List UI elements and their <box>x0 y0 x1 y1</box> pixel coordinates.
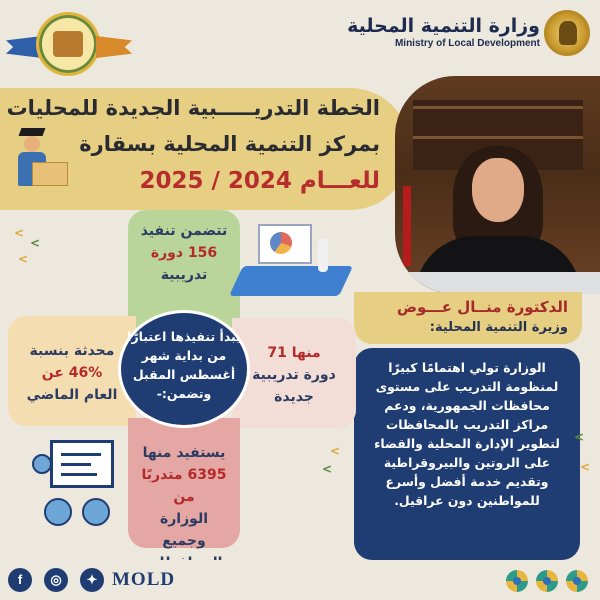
minister-role: وزيرة التنمية المحلية: <box>429 320 568 335</box>
petal-updated-line-1: محدثة بنسبة <box>29 343 115 359</box>
petal-new-line-3: جديدة <box>274 389 314 405</box>
graduate-head <box>24 136 40 152</box>
petal-trainees-line-3: الوزارة وجميع <box>159 511 208 549</box>
petal-updated <box>8 316 136 426</box>
petal-trainees-line-1: يستفيد منها <box>142 445 226 461</box>
footer <box>0 560 600 600</box>
minister-name-box <box>354 292 582 344</box>
photo-desk <box>395 272 600 294</box>
footer-brand: MOLD <box>112 569 176 590</box>
chevron-decoration-icon: < <box>574 430 585 444</box>
pie-chart-icon <box>270 232 292 254</box>
petal-courses-line-3: تدريبية <box>160 267 208 283</box>
presentation-illustration-icon <box>236 218 354 304</box>
title-line-2: بمركز التنمية المحلية بسقارة <box>79 132 380 156</box>
flower-decoration-icon <box>566 570 588 592</box>
egypt-eagle-emblem-icon <box>544 10 590 56</box>
title-year: للعـــام 2024 / 2025 <box>139 168 380 194</box>
petal-trainees <box>128 418 240 548</box>
center-circle: يبدأ تنفيذها اعتبارًا من بداية شهر أغسطس المقبل وتضمن:- <box>118 310 250 428</box>
petal-updated-percent: 46% عن <box>41 365 103 381</box>
teacher-icon <box>32 454 52 474</box>
chevron-decoration-icon: < <box>322 462 333 476</box>
minister-statement: الوزارة تولي اهتمامًا كبيرًا لمنظومة التدريب على مستوى محافظات الجمهورية، ودعم مراكز التدريب بالمحافظات لتطوير الإدارة المحلية والقضاء على الروتين والبيروقراطية وتقديم خدمة أفضل وأسرع للمواطنين دون عراقيل. <box>354 348 580 560</box>
presenter-figure <box>318 238 328 272</box>
flower-decoration-icon <box>536 570 558 592</box>
ministry-name-en: Ministry of Local Development <box>394 38 540 49</box>
graduate-illustration-icon <box>12 128 52 210</box>
chevron-decoration-icon: < <box>330 444 341 458</box>
chevron-decoration-icon: < <box>18 252 29 266</box>
illustration-platform <box>229 266 353 296</box>
teacher-students-icon <box>30 440 124 536</box>
title-line-1: الخطة التدريـــــبية الجديدة للمحليات <box>6 96 380 120</box>
graduate-sign <box>32 162 68 186</box>
petal-new-number: منها 71 <box>267 345 321 361</box>
chevron-decoration-icon: < <box>30 236 41 250</box>
petal-courses-line-1: تتضمن تنفيذ <box>140 223 228 239</box>
photo-shelf-line <box>413 106 583 109</box>
petal-new-line-2: دورة تدريبية <box>252 367 336 383</box>
eagle-figure <box>559 21 577 45</box>
twitter-icon[interactable]: ✦ <box>80 568 104 592</box>
petal-new-courses <box>232 318 356 428</box>
chevron-decoration-icon: < <box>14 226 25 240</box>
student-icon <box>44 498 72 526</box>
chevron-decoration-icon: < <box>580 460 591 474</box>
minister-name: الدكتورة منــال عـــوض <box>396 298 568 316</box>
photo-flag <box>403 186 411 266</box>
ministry-name-ar: وزارة التنمية المحلية <box>347 15 540 37</box>
petal-trainees-number: 6395 متدربًا من <box>141 467 227 505</box>
graduation-cap <box>19 128 46 136</box>
student-icon <box>82 498 110 526</box>
flower-decoration-icon <box>506 570 528 592</box>
instagram-icon[interactable]: ◎ <box>44 568 68 592</box>
logo-building-icon <box>53 31 83 57</box>
petal-courses-number: 156 دورة <box>150 245 218 261</box>
ribbon-right-decoration <box>96 36 132 58</box>
whiteboard-icon <box>50 440 114 488</box>
title-banner <box>0 88 410 210</box>
photo-shelf-line <box>413 136 583 139</box>
ministry-header <box>347 14 540 49</box>
minister-photo <box>395 76 600 294</box>
photo-face <box>472 158 524 222</box>
training-center-logo <box>36 12 100 76</box>
facebook-icon[interactable]: f <box>8 568 32 592</box>
petal-updated-line-3: العام الماضي <box>26 387 118 403</box>
